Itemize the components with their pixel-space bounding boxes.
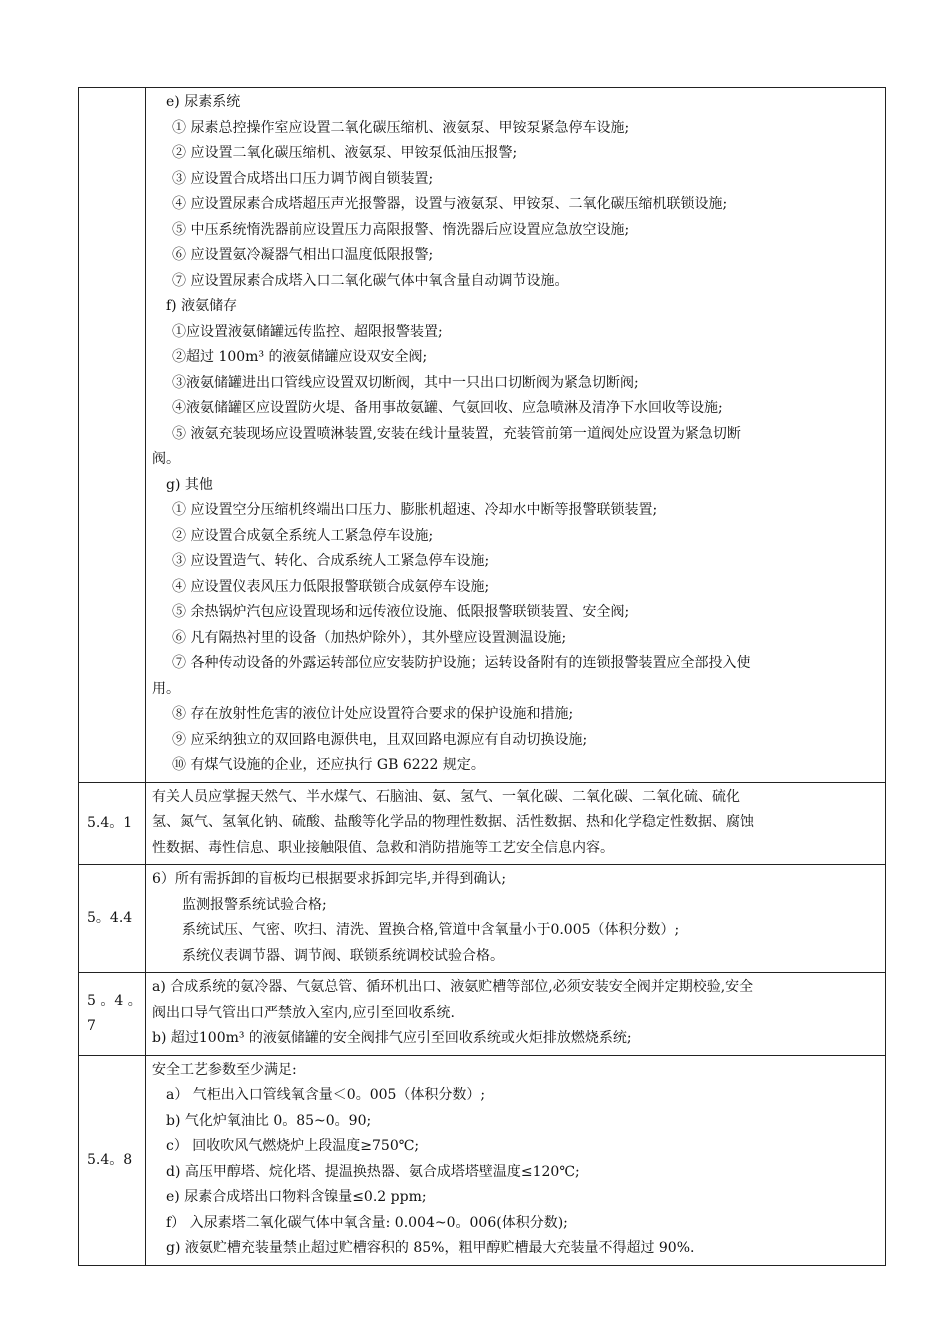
table-row [79,782,886,865]
clause-number-cell: 5.4。8 [79,1055,146,1265]
clause-content-cell [146,88,886,783]
clause-number-cell: 5.4。1 [79,782,146,865]
clause-content-cell [146,973,886,1056]
text-line: 有关人员应掌握天然气、半水煤气、石脑油、氨、氢气、一氧化碳、二氧化碳、二氧化硫、硫化 [152,788,740,805]
text-line: 6）所有需拆卸的盲板均已根据要求拆卸完毕,并得到确认; [152,871,507,887]
text-line: ⑥ 应设置氨冷凝器气相出口温度低限报警; [172,247,434,263]
text-line: ① 尿素总控操作室应设置二氧化碳压缩机、液氨泵、甲铵泵紧急停车设施; [172,119,630,136]
text-line: ⑤ 余热锅炉汽包应设置现场和远传液位设施、低限报警联锁装置、安全阀; [172,604,630,620]
text-line: ① 应设置空分压缩机终端出口压力、膨胀机超速、冷却水中断等报警联锁装置; [172,502,658,518]
text-line: 氢、氮气、氢氧化钠、硫酸、盐酸等化学品的物理性数据、活性数据、热和化学稳定性数据、腐蚀 [152,814,754,830]
text-line: ② 应设置二氧化碳压缩机、液氨泵、甲铵泵低油压报警; [172,145,518,161]
text-line: f) 液氨储存 [166,298,238,314]
text-line: a) 合成系统的氨冷器、气氨总管、循环机出口、液氨贮槽等部位,必须安装安全阀并定期校验,安全 [152,979,754,995]
safety-requirements-table [78,87,886,1266]
table-row [79,88,886,783]
text-line: ①应设置液氨储罐远传监控、超限报警装置; [172,323,443,340]
text-line: ④液氨储罐区应设置防火堤、备用事故氨罐、气氨回收、应急喷淋及清净下水回收等设施; [172,400,723,416]
text-line: ⑧ 存在放射性危害的液位计处应设置符合要求的保护设施和措施; [172,706,574,722]
text-line: ⑦ 应设置尿素合成塔入口二氧化碳气体中氧含量自动调节设施。 [172,272,569,289]
text-line: ③液氨储罐进出口管线应设置双切断阀，其中一只出口切断阀为紧急切断阀; [172,374,639,391]
text-line: 安全工艺参数至少满足: [152,1061,297,1078]
text-line: ⑦ 各种传动设备的外露运转部位应安装防护设施；运转设备附有的连锁报警装置应全部投入使 [172,655,751,671]
text-line: 阀出口导气管出口严禁放入室内,应引至回收系统. [152,1004,455,1021]
clause-number-cell: 5。4.4 [79,865,146,973]
text-line: ⑥ 凡有隔热衬里的设备（加热炉除外），其外壁应设置测温设施; [172,629,567,646]
clause-number-cell: 5 。4 。7 [79,973,146,1056]
clause-content-cell [146,1055,886,1265]
text-line: b) 超过100m³ 的液氨储罐的安全阀排气应引至回收系统或火炬排放燃烧系统; [152,1030,632,1046]
text-line: b) 气化炉氧油比 0。85~0。90; [166,1112,372,1129]
table-body [79,88,886,1266]
text-line: ② 应设置合成氨全系统人工紧急停车设施; [172,527,434,544]
text-line: d) 高压甲醇塔、烷化塔、提温换热器、氨合成塔塔壁温度≤120℃; [166,1163,580,1180]
text-line: a） 气柜出入口管线氧含量＜0。005（体积分数）; [166,1087,486,1103]
text-line: 阀。 [152,451,180,467]
text-line: ②超过 100m³ 的液氨储罐应设双安全阀; [172,349,428,365]
text-line: ③ 应设置造气、转化、合成系统人工紧急停车设施; [172,553,490,569]
table-row [79,973,886,1056]
table-row [79,1055,886,1265]
clause-content-cell [146,782,886,865]
text-line: g) 液氨贮槽充装量禁止超过贮槽容积的 85%，粗甲醇贮槽最大充装量不得超过 90%. [166,1240,695,1256]
text-line: ⑤ 中压系统惰洗器前应设置压力高限报警、惰洗器后应设置应急放空设施; [172,221,630,238]
text-line: ④ 应设置尿素合成塔超压声光报警器，设置与液氨泵、甲铵泵、二氧化碳压缩机联锁设施; [172,196,728,212]
text-line: 性数据、毒性信息、职业接触限值、急救和消防措施等工艺安全信息内容。 [152,839,614,856]
document-page [78,87,886,1266]
text-line: f） 入尿素塔二氧化碳气体中氧含量: 0.004~0。006(体积分数); [166,1214,568,1231]
text-line: c） 回收吹风气燃烧炉上段温度≥750℃; [166,1138,420,1154]
text-line: e) 尿素合成塔出口物料含镍量≤0.2 ppm; [166,1189,427,1205]
text-line: ⑨ 应采纳独立的双回路电源供电，且双回路电源应有自动切换设施; [172,731,588,748]
text-line: 监测报警系统试验合格; [182,896,327,913]
text-line: 系统仪表调节器、调节阀、联锁系统调校试验合格。 [182,947,504,964]
text-line: 系统试压、气密、吹扫、清洗、置换合格,管道中含氧量小于0.005（体积分数）; [182,922,680,938]
text-line: g) 其他 [166,476,213,493]
text-line: e) 尿素系统 [166,94,241,110]
text-line: ③ 应设置合成塔出口压力调节阀自锁装置; [172,170,434,187]
text-line: ⑩ 有煤气设施的企业，还应执行 GB 6222 规定。 [172,757,485,773]
clause-number-cell [79,88,146,783]
text-line: ④ 应设置仪表风压力低限报警联锁合成氨停车设施; [172,578,490,595]
clause-content-cell [146,865,886,973]
text-line: 用。 [152,680,180,697]
text-line: ⑤ 液氨充装现场应设置喷淋装置,安装在线计量装置，充装管前第一道阀处应设置为紧急切断 [172,425,741,442]
table-row [79,865,886,973]
